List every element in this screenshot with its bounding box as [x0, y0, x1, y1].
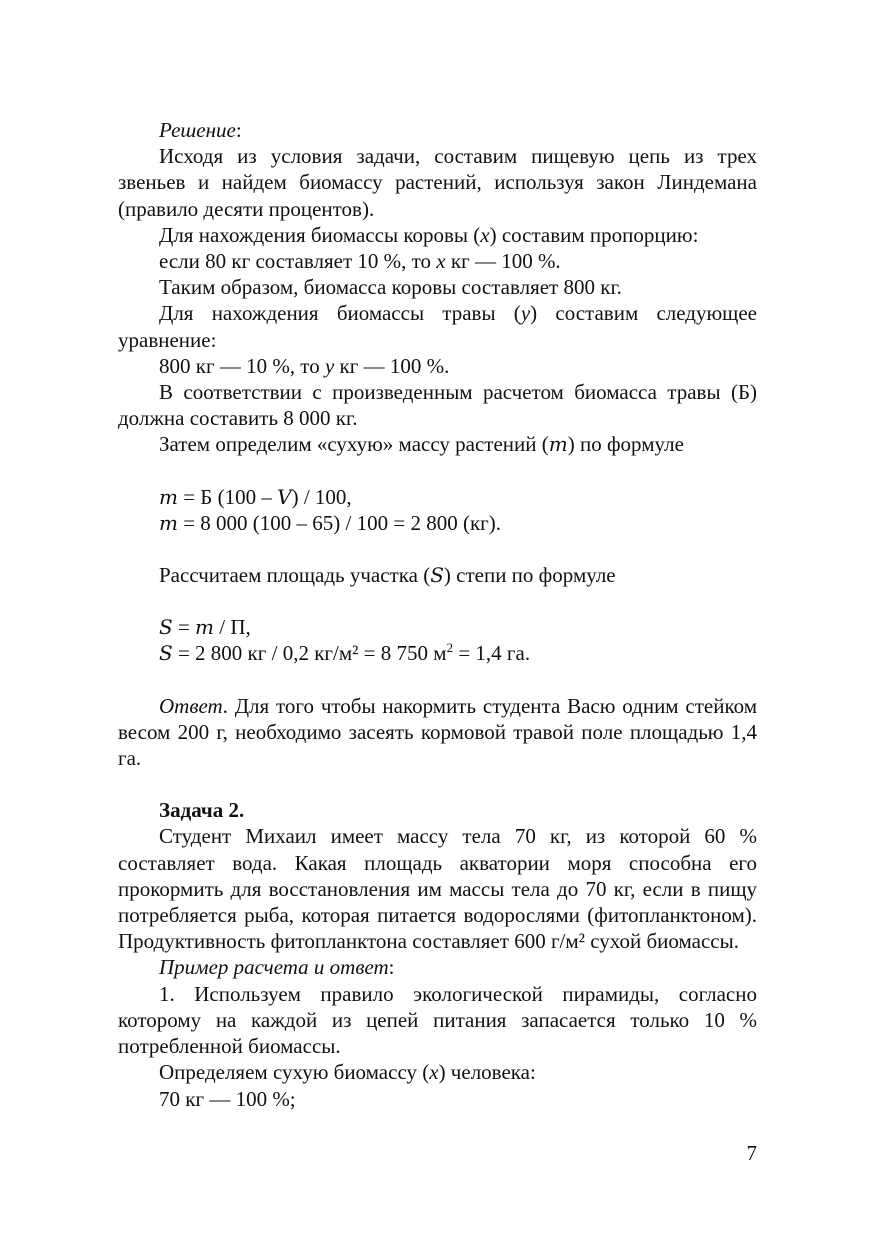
- formula-area-calc: S = 2 800 кг / 0,2 кг/м² = 8 750 $м^2 = 1,4$ га.: [159, 640, 531, 666]
- formula-dry-mass-calc: m = 8 000 (100 – 65) / 100 = 2 800 (кг).: [159, 510, 502, 535]
- paragraph-area-intro: Рассчитаем площадь участка (S) степи по формуле: [159, 563, 616, 588]
- paragraph-grass-ratio: 800 кг — 10 %, то y кг — 100 %.: [159, 353, 450, 378]
- paragraph-dry-mass-intro: Затем определим «сухую» массу растений (m) по формуле: [159, 432, 684, 457]
- task-2-text: Студент Михаил имеет массу тела 70 кг, из которой 60 % составляет вода. Какая площадь акватории моря способна его прокормить для восстановления им массы тела до 70 кг, если в пищу потребляется рыба, которая питается водорослями (фитопланктоном). Продуктивность фитопланктона составляет 600 г/м² сухой биомассы.: [118, 824, 757, 954]
- paragraph-cow-ratio: если 80 кг составляет 10 %, то x кг — 100 %.: [159, 249, 561, 274]
- paragraph-grass-equation: Для нахождения биомассы травы (y) составим следующее уравнение:: [118, 301, 757, 352]
- task-2-title: Задача 2.: [159, 798, 245, 823]
- paragraph-cow-proportion: Для нахождения биомассы коровы (x) составим пропорцию:: [159, 222, 699, 247]
- formula-area: S = m / П,: [159, 615, 251, 640]
- paragraph-cow-biomass: Таким образом, биомасса коровы составляет 800 кг.: [159, 275, 622, 300]
- solution-heading: Решение:: [159, 118, 242, 142]
- paragraph-food-chain: Исходя из условия задачи, составим пищевую цепь из трех звеньев и найдем биомассу растений, используя закон Линдемана (правило десяти процентов).: [118, 144, 757, 221]
- formula-dry-mass: m = Б (100 – V) / 100,: [159, 484, 352, 509]
- paragraph-human-dry-mass: Определяем сухую биомассу (x) человека:: [159, 1060, 536, 1085]
- paragraph-grass-biomass: В соответствии с произведенным расчетом биомасса травы (Б) должна составить 8 000 кг.: [118, 380, 757, 431]
- example-heading: Пример расчета и ответ:: [159, 955, 395, 980]
- page-number: 7: [746, 1141, 757, 1165]
- paragraph-human-ratio: 70 кг — 100 %;: [159, 1086, 296, 1111]
- answer-paragraph: Ответ. Для того чтобы накормить студента Васю одним стейком весом 200 г, необходимо засеять кормовой травой поле площадью 1,4 га.: [118, 693, 757, 771]
- step-1-paragraph: 1. Используем правило экологической пирамиды, согласно которому на каждой из цепей питания запасается только 10 % потребленной биомассы.: [118, 981, 757, 1059]
